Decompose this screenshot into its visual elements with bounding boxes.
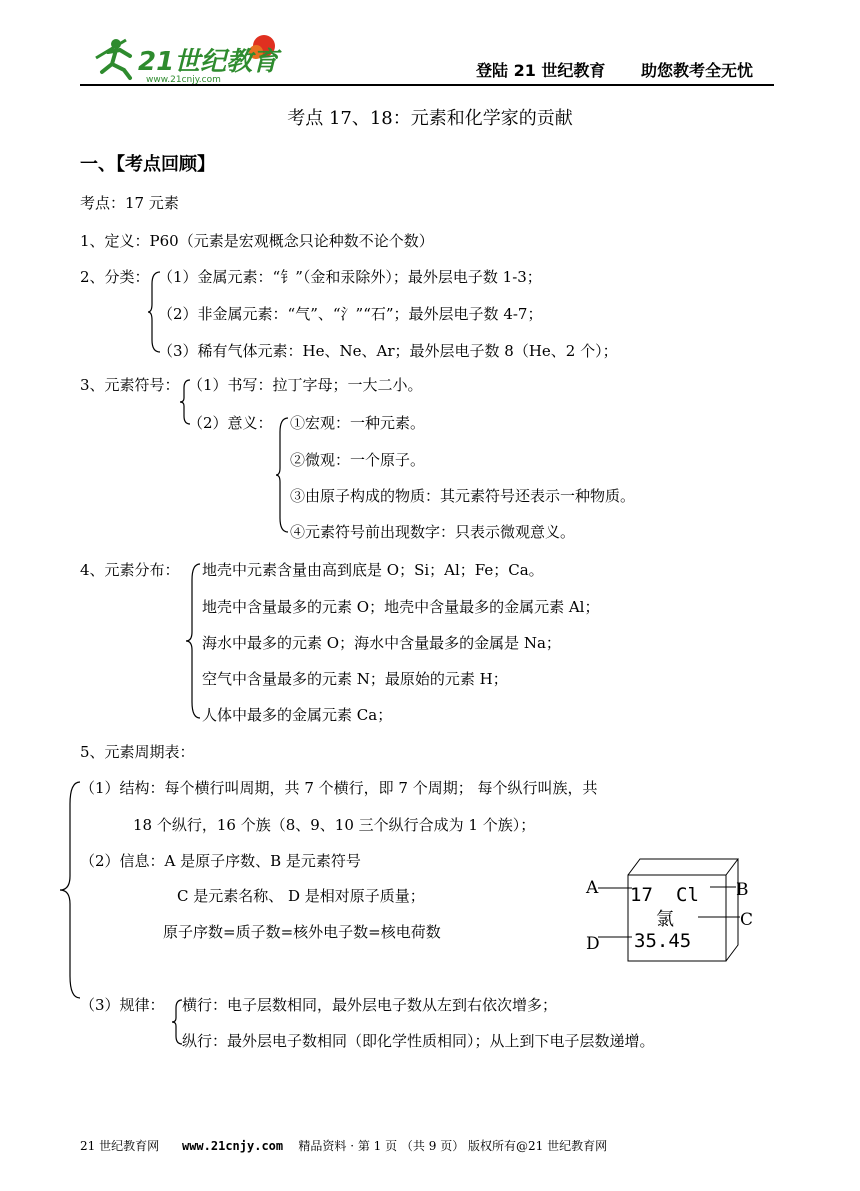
distribution-air: 空气中含量最多的元素 N；最原始的元素 H； [202,670,508,688]
item3-meaning-brace [276,416,290,534]
slogan-right: 助您教考全无忧 [641,61,754,80]
item5-brace [60,780,82,1002]
slogan-left: 登陆 21 世纪教育 [476,61,606,80]
footer-url[interactable]: www.21cnjy.com [181,1139,284,1153]
label-b: B [736,880,749,900]
item3-sub-1: （1）书写：拉丁字母；一大二小。 [188,376,423,394]
rule-group: 纵行：最外层电子数相同（即化学性质相同）；从上到下电子层数递增。 [182,1032,655,1050]
footer-desc: 精品资料 · 第 1 页 （共 9 页） 版权所有@21 世纪教育网 [298,1139,608,1153]
cell-symbol: Cl [676,884,699,906]
meaning-micro: ②微观：一个原子。 [290,451,426,469]
item3-sub-2-label: （2）意义： [188,414,273,432]
item2-sub-2: （2）非金属元素：“气”、“氵”“石”；最外层电子数 4-7； [158,305,543,323]
distribution-sea: 海水中最多的元素 O；海水中含量最多的金属是 Na； [202,634,561,652]
page-title: 考点 17、18：元素和化学家的贡献 [287,108,573,129]
item5-label: 5、元素周期表： [80,743,195,761]
item4-brace [186,562,202,720]
cell-name: 氯 [656,909,674,930]
footer-site: 21 世纪教育网 [80,1139,160,1153]
label-a: A [586,878,599,898]
rule-label: （3）规律： [80,996,165,1014]
rule-period: 横行：电子层数相同，最外层电子数从左到右依次增多； [182,996,558,1014]
item2-sub-3: （3）稀有气体元素：He、Ne、Ar；最外层电子数 8（He、2 个）； [158,342,618,360]
logo-runner-icon [86,30,286,86]
label-c: C [740,910,754,930]
info-line-3: 原子序数=质子数=核外电子数=核电荷数 [163,923,441,941]
item2-label: 2、分类： [80,268,150,286]
meaning-number: ④元素符号前出现数字：只表示微观意义。 [290,523,576,541]
cell-mass: 35.45 [634,930,692,952]
label-d: D [586,934,600,954]
structure-line-1: （1）结构：每个横行叫周期，共 7 个横行，即 7 个周期； 每个纵行叫族，共 [80,779,598,797]
meaning-substance: ③由原子构成的物质：其元素符号还表示一种物质。 [290,487,636,505]
logo-url: www.21cnjy.com [146,75,221,85]
item2-sub-1: （1）金属元素：“钅”（金和汞除外）；最外层电子数 1-3； [158,268,542,286]
cell-number: 17 [630,884,653,906]
section-heading: 一、【考点回顾】 [80,154,215,175]
meaning-macro: ①宏观：一种元素。 [290,414,426,432]
page-footer [80,1138,607,1154]
kaodian-line: 考点：17 元素 [80,194,179,212]
header-rule [80,84,774,86]
distribution-crust-order: 地壳中元素含量由高到底是 O；Si；Al；Fe；Ca。 [202,561,544,579]
structure-line-2: 18 个纵行，16 个族（8、9、10 三个纵行合成为 1 个族）； [133,816,536,834]
item4-label: 4、元素分布： [80,561,180,579]
info-line-2: C 是元素名称、 D 是相对原子质量； [177,887,425,905]
item3-label: 3、元素符号： [80,376,180,394]
element-cell-drawing [580,855,760,965]
distribution-crust-most: 地壳中含量最多的元素 O；地壳中含量最多的金属元素 Al； [202,598,600,616]
distribution-body: 人体中最多的金属元素 Ca； [202,706,393,724]
logo [86,30,286,86]
item1-definition: 1、定义：P60（元素是宏观概念只论种数不论个数） [80,232,434,250]
info-line-1: （2）信息：A 是原子序数、B 是元素符号 [80,852,361,870]
logo-brand: 21世纪教育 [138,47,279,77]
element-cell-diagram [580,855,760,965]
